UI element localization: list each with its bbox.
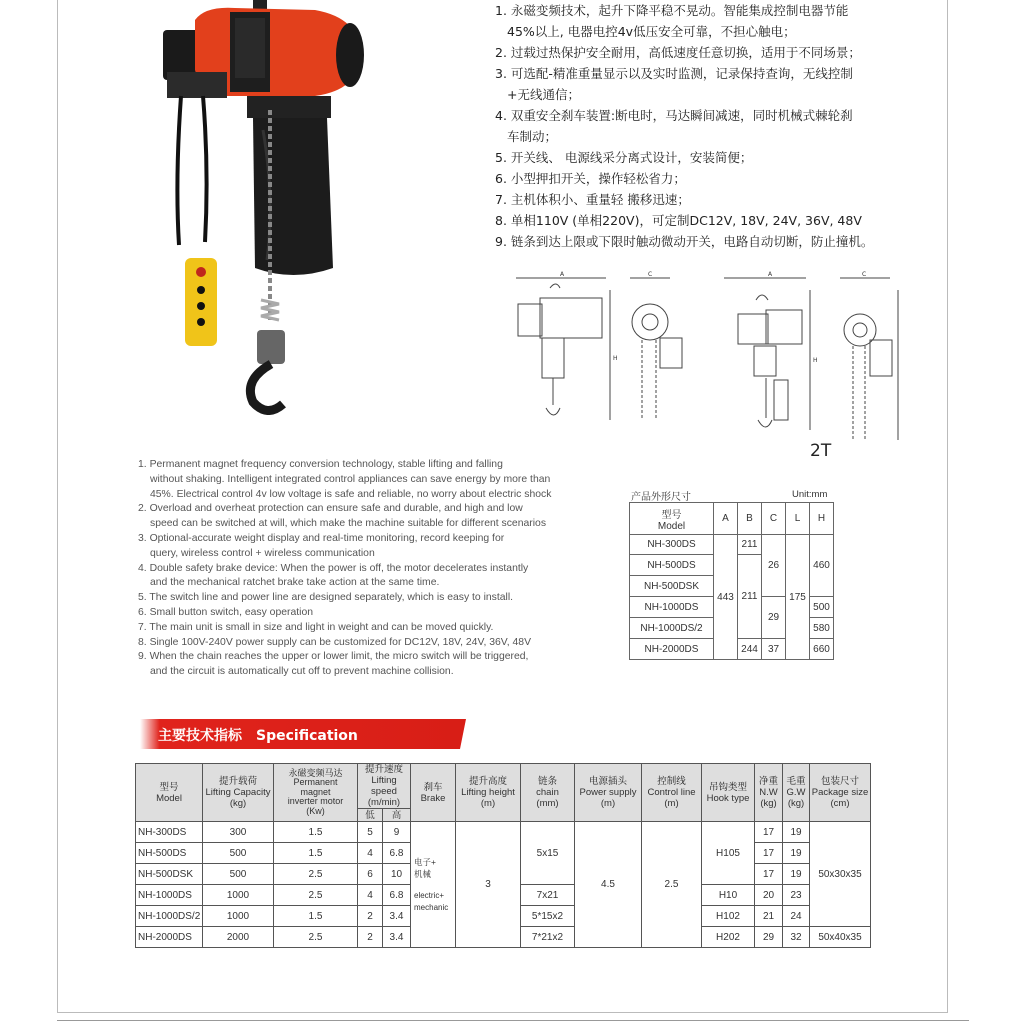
spec-header-motor: 永磁变频马达 Permanent magnet inverter motor (Kw) xyxy=(274,764,358,822)
dim-header-a: A xyxy=(714,503,738,535)
electric-chain-hoist-image xyxy=(155,0,370,415)
en-feature-9: 9. When the chain reaches the upper or lower limit, the micro switch will be triggered, and the circuit is automatically cut off to prevent machine collision. xyxy=(138,651,529,678)
dim-b-value: 211 xyxy=(738,535,762,555)
spec-motor: 1.5 xyxy=(274,843,358,864)
spec-speed-low: 4 xyxy=(358,843,383,864)
spec-header-model: 型号 Model xyxy=(136,764,203,822)
spec-gw: 24 xyxy=(783,906,810,927)
cn-feature-1: 1. 永磁变频技术，起升下降平稳不晃动。智能集成控制电器节能 45%以上, 电器电控4v低压安全可靠，不担心触电； xyxy=(495,3,849,39)
cn-feature-2: 2. 过载过热保护安全耐用，高低速度任意切换，适用于不同场景； xyxy=(495,45,861,60)
dim-model: NH-500DS xyxy=(630,555,714,576)
dim-c-value: 37 xyxy=(762,639,786,660)
spec-package-value: 50x30x35 xyxy=(810,822,871,927)
diagram-1-label-a: A xyxy=(560,271,565,278)
spec-motor: 2.5 xyxy=(274,885,358,906)
spec-speed-high: 6.8 xyxy=(383,885,411,906)
dim-header-model: 型号 Model xyxy=(630,503,714,535)
spec-model: NH-1000DS xyxy=(136,885,203,906)
dim-model: NH-1000DS/2 xyxy=(630,618,714,639)
cn-feature-6: 6. 小型押扣开关，操作轻松省力； xyxy=(495,171,686,186)
dim-a-value: 443 xyxy=(714,535,738,660)
spec-capacity: 300 xyxy=(203,822,274,843)
spec-motor: 1.5 xyxy=(274,822,358,843)
en-feature-2: 2. Overload and overheat protection can ensure safe and durable, and high and low speed can be switched at will, which make the machine suitable for different scenarios xyxy=(138,503,547,530)
spec-header-nw: 净重 N.W (kg) xyxy=(755,764,783,822)
chinese-feature-list xyxy=(495,0,935,252)
next-page-border xyxy=(57,1020,969,1021)
en-feature-7: 7. The main unit is small in size and light in weight and can be moved quickly. xyxy=(138,621,494,633)
spec-header-power: 电源插头 Power supply (m) xyxy=(575,764,642,822)
dim-header-h: H xyxy=(810,503,834,535)
spec-model: NH-500DSK xyxy=(136,864,203,885)
dim-header-b: B xyxy=(738,503,762,535)
spec-hook: H102 xyxy=(702,906,755,927)
spec-gw: 19 xyxy=(783,864,810,885)
spec-nw: 17 xyxy=(755,843,783,864)
spec-capacity: 1000 xyxy=(203,906,274,927)
spec-chain: 7x21 xyxy=(521,885,575,906)
spec-model: NH-2000DS xyxy=(136,927,203,948)
page-border-right xyxy=(947,0,948,1012)
spec-header-package: 包装尺寸 Package size (cm) xyxy=(810,764,871,822)
spec-capacity: 500 xyxy=(203,843,274,864)
dimension-table-unit: Unit:mm xyxy=(792,489,828,500)
spec-chain: 5*15x2 xyxy=(521,906,575,927)
spec-header-brake: 刹车 Brake xyxy=(411,764,456,822)
spec-header-speed-high: 高 xyxy=(383,809,411,822)
spec-model: NH-300DS xyxy=(136,822,203,843)
page-border-left xyxy=(57,0,58,1012)
spec-header-height: 提升高度 Lifting height (m) xyxy=(456,764,521,822)
spec-nw: 29 xyxy=(755,927,783,948)
spec-nw: 17 xyxy=(755,864,783,885)
page-border-bottom xyxy=(57,1012,948,1013)
diagram-2t-label: 2T xyxy=(810,441,832,461)
spec-gw: 19 xyxy=(783,843,810,864)
cn-feature-3: 3. 可选配-精准重量显示以及实时监测，记录保持查询，无线控制 +无线通信； xyxy=(495,66,853,102)
dim-model: NH-1000DS xyxy=(630,597,714,618)
cn-feature-9: 9. 链条到达上限或下限时触动微动开关，电路自动切断，防止撞机。 xyxy=(495,234,874,249)
spec-brake-value: 电子+ 机械 electric+ mechanic xyxy=(411,822,456,948)
dim-header-l: L xyxy=(786,503,810,535)
diagram-2-label-h: H xyxy=(813,357,818,364)
en-feature-4: 4. Double safety brake device: When the power is off, the motor decelerates instantly and the mechanical ratchet brake take action at the same time. xyxy=(138,562,529,589)
spec-header-speed-low: 低 xyxy=(358,809,383,822)
spec-chain-value: 5x15 xyxy=(521,822,575,885)
spec-header-capacity: 提升载荷 Lifting Capacity (kg) xyxy=(203,764,274,822)
spec-chain: 7*21x2 xyxy=(521,927,575,948)
spec-speed-high: 6.8 xyxy=(383,843,411,864)
spec-speed-low: 4 xyxy=(358,885,383,906)
spec-control-value: 2.5 xyxy=(642,822,702,948)
dim-c-value: 26 xyxy=(762,535,786,597)
spec-header-hook: 吊钩类型 Hook type xyxy=(702,764,755,822)
spec-gw: 23 xyxy=(783,885,810,906)
dim-b-value: 211 xyxy=(738,555,762,639)
spec-package: 50x40x35 xyxy=(810,927,871,948)
spec-header-gw: 毛重 G.W (kg) xyxy=(783,764,810,822)
spec-motor: 2.5 xyxy=(274,864,358,885)
cn-feature-8: 8. 单相110V (单相220V)，可定制DC12V, 18V, 24V, 36V, 48V xyxy=(495,213,862,228)
dimension-table xyxy=(629,502,834,660)
en-feature-3: 3. Optional-accurate weight display and real-time monitoring, record keeping for query, wireless control + wireless communication xyxy=(138,532,505,559)
dimension-diagrams xyxy=(510,270,910,460)
spec-header-chain: 链条 chain (mm) xyxy=(521,764,575,822)
diagram-1-label-c: C xyxy=(648,271,653,278)
spec-header-control: 控制线 Control line (m) xyxy=(642,764,702,822)
spec-speed-high: 9 xyxy=(383,822,411,843)
spec-hook: H10 xyxy=(702,885,755,906)
dimension-table-title: 产品外形尺寸 xyxy=(631,492,691,503)
spec-capacity: 2000 xyxy=(203,927,274,948)
en-feature-8: 8. Single 100V-240V power supply can be customized for DC12V, 18V, 24V, 36V, 48V xyxy=(138,636,532,648)
dim-b-value: 244 xyxy=(738,639,762,660)
spec-gw: 19 xyxy=(783,822,810,843)
spec-height-value: 3 xyxy=(456,822,521,948)
dim-l-value: 175 xyxy=(786,535,810,660)
spec-speed-high: 3.4 xyxy=(383,927,411,948)
spec-speed-high: 10 xyxy=(383,864,411,885)
en-feature-1: 1. Permanent magnet frequency conversion technology, stable lifting and falling without shaking. Intelligent integrated control appliances can save energy by more than 45%. Electrical control 4v low voltage is safe and reliable, no worry about electric shock xyxy=(138,459,552,500)
dim-h-value: 460 xyxy=(810,535,834,597)
cn-feature-5: 5. 开关线、 电源线采分离式设计，安装简便； xyxy=(495,150,753,165)
spec-capacity: 500 xyxy=(203,864,274,885)
spec-speed-low: 2 xyxy=(358,906,383,927)
diagram-1-label-h: H xyxy=(613,355,618,362)
diagram-2-label-c: C xyxy=(862,271,867,278)
dim-model: NH-300DS xyxy=(630,535,714,555)
dim-h-value: 580 xyxy=(810,618,834,639)
dim-model: NH-500DSK xyxy=(630,576,714,597)
spec-model: NH-1000DS/2 xyxy=(136,906,203,927)
dim-h-value: 660 xyxy=(810,639,834,660)
dim-c-value: 29 xyxy=(762,597,786,639)
spec-nw: 20 xyxy=(755,885,783,906)
spec-hook-value: H105 xyxy=(702,822,755,885)
spec-power-value: 4.5 xyxy=(575,822,642,948)
dim-h-value: 500 xyxy=(810,597,834,618)
spec-speed-high: 3.4 xyxy=(383,906,411,927)
cn-feature-7: 7. 主机体积小、重量轻 搬移迅速； xyxy=(495,192,690,207)
specification-title: 主要技术指标 Specification xyxy=(158,728,358,744)
cn-feature-4: 4. 双重安全刹车装置:断电时，马达瞬间减速，同时机械式棘轮刹 车制动； xyxy=(495,108,853,144)
spec-gw: 32 xyxy=(783,927,810,948)
spec-motor: 2.5 xyxy=(274,927,358,948)
spec-nw: 17 xyxy=(755,822,783,843)
spec-nw: 21 xyxy=(755,906,783,927)
spec-header-speed: 提升速度 Lifting speed (m/min) xyxy=(358,764,411,809)
specification-table xyxy=(135,763,871,948)
spec-motor: 1.5 xyxy=(274,906,358,927)
diagram-2-label-a: A xyxy=(768,271,773,278)
dim-model: NH-2000DS xyxy=(630,639,714,660)
english-feature-list xyxy=(138,458,588,680)
dim-header-c: C xyxy=(762,503,786,535)
spec-speed-low: 2 xyxy=(358,927,383,948)
spec-model: NH-500DS xyxy=(136,843,203,864)
en-feature-6: 6. Small button switch, easy operation xyxy=(138,606,314,618)
spec-hook: H202 xyxy=(702,927,755,948)
spec-speed-low: 5 xyxy=(358,822,383,843)
spec-speed-low: 6 xyxy=(358,864,383,885)
en-feature-5: 5. The switch line and power line are designed separately, which is easy to install. xyxy=(138,592,514,604)
spec-capacity: 1000 xyxy=(203,885,274,906)
